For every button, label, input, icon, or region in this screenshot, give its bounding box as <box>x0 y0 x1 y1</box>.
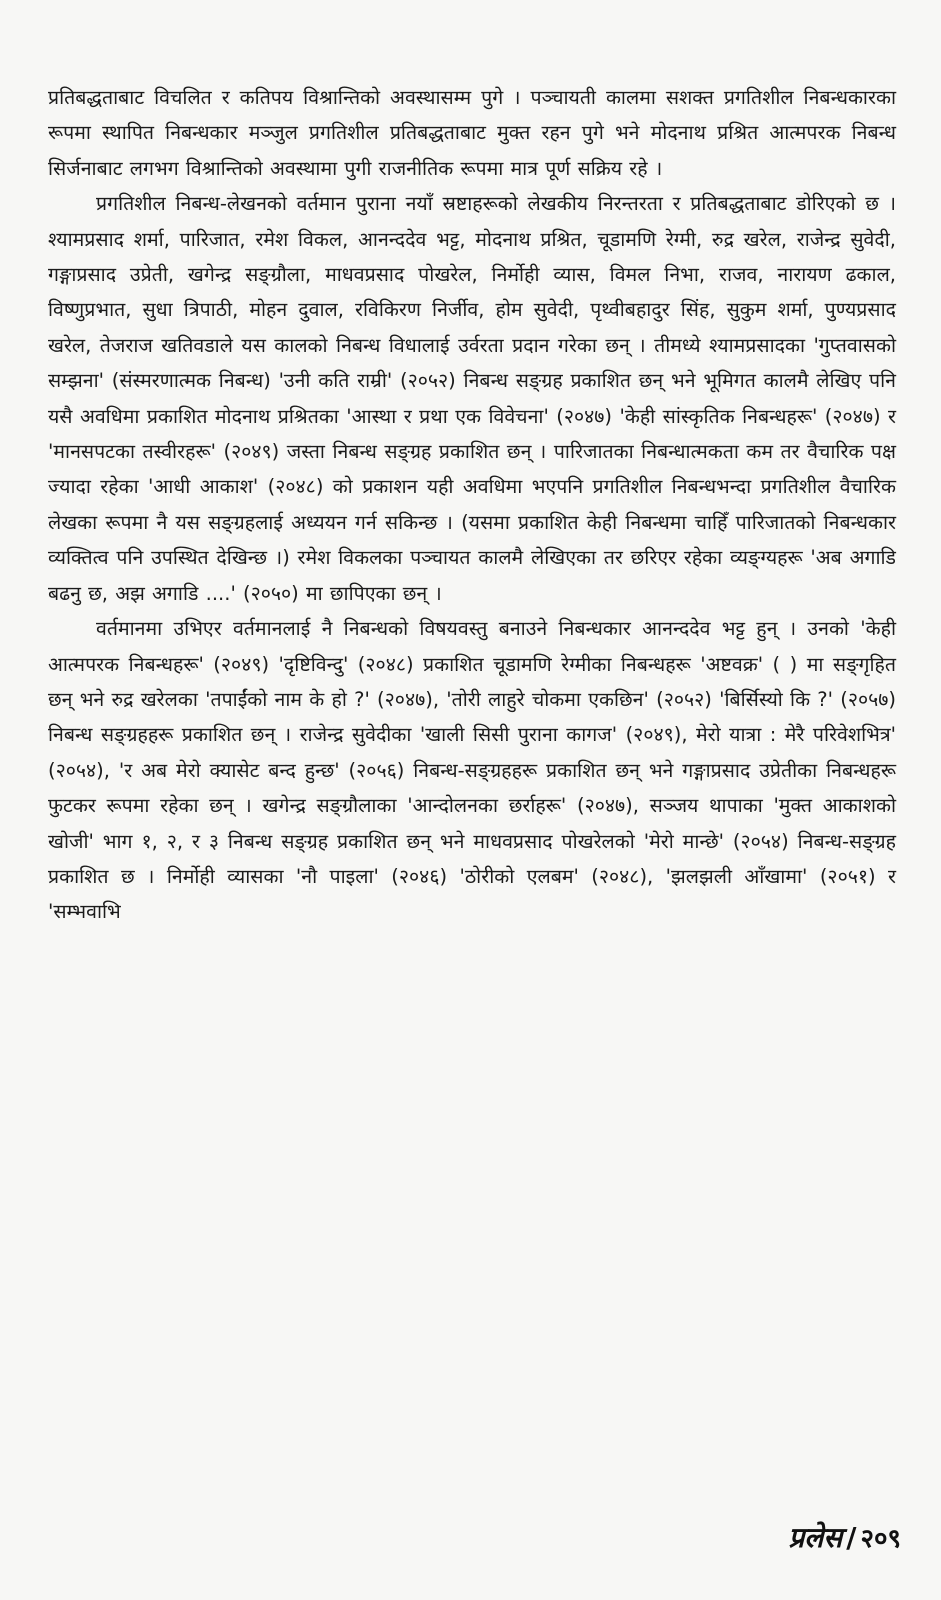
paragraph-1: प्रतिबद्धताबाट विचलित र कतिपय विश्रान्तिको अवस्थासम्म पुगे । पञ्चायती कालमा सशक्त प्रगतिशील निबन्धकारका रूपमा स्थापित निबन्धकार मञ्जुल प्रगतिशील प्रतिबद्धताबाट मुक्त रहन पुगे भने मोदनाथ प्रश्रित आत्मपरक निबन्ध सिर्जनाबाट लगभग विश्रान्तिको अवस्थामा पुगी राजनीतिक रूपमा मात्र पूर्ण सक्रिय रहे । <box>48 86 896 180</box>
page-footer <box>788 1518 901 1556</box>
page-number: २०९ <box>860 1524 901 1554</box>
body-text <box>48 80 896 930</box>
footer-separator: / <box>846 1521 857 1554</box>
journal-name: प्रलेस <box>788 1521 843 1554</box>
paragraph-2: प्रगतिशील निबन्ध-लेखनको वर्तमान पुराना नयाँ स्रष्टाहरूको लेखकीय निरन्तरता र प्रतिबद्धताबाट डोरिएको छ । श्यामप्रसाद शर्मा, पारिजात, रमेश विकल, आनन्ददेव भट्ट, मोदनाथ प्रश्रित, चूडामणि रेग्मी, रुद्र खरेल, राजेन्द्र सुवेदी, गङ्गाप्रसाद उप्रेती, खगेन्द्र सङ्ग्रौला, माधवप्रसाद पोखरेल, निर्मोही व्यास, विमल निभा, राजव, नारायण ढकाल, विष्णुप्रभात, सुधा त्रिपाठी, मोहन दुवाल, रविकिरण निर्जीव, होम सुवेदी, पृथ्वीबहादुर सिंह, सुकुम शर्मा, पुण्यप्रसाद खरेल, तेजराज खतिवडाले यस कालको निबन्ध विधालाई उर्वरता प्रदान गरेका छन् । तीमध्ये श्यामप्रसादका 'गुप्तवासको सम्झना' (संस्मरणात्मक निबन्ध) 'उनी कति राम्री' (२०५२) निबन्ध सङ्ग्रह प्रकाशित छन् भने भूमिगत कालमै लेखिए पनि यसै अवधिमा प्रकाशित मोदनाथ प्रश्रितका 'आस्था र प्रथा एक विवेचना' (२०४७) 'केही सांस्कृतिक निबन्धहरू' (२०४७) र 'मानसपटका तस्वीरहरू' (२०४९) जस्ता निबन्ध सङ्ग्रह प्रकाशित छन् । पारिजातका निबन्धात्मकता कम तर वैचारिक पक्ष ज्यादा रहेका 'आधी आकाश' (२०४८) को प्रकाशन यही अवधिमा भएपनि प्रगतिशील निबन्धभन्दा प्रगतिशील वैचारिक लेखका रूपमा नै यस सङ्ग्रहलाई अध्ययन गर्न सकिन्छ । (यसमा प्रकाशित केही निबन्धमा चाहिँ पारिजातको निबन्धकार व्यक्तित्व पनि उपस्थित देखिन्छ ।) रमेश विकलका पञ्चायत कालमै लेखिएका तर छरिएर रहेका व्यङ्ग्यहरू 'अब अगाडि बढनु छ, अझ अगाडि ....' (२०५०) मा छापिएका छन् । <box>48 192 896 605</box>
paragraph-3: वर्तमानमा उभिएर वर्तमानलाई नै निबन्धको विषयवस्तु बनाउने निबन्धकार आनन्ददेव भट्ट हुन् । उनको 'केही आत्मपरक निबन्धहरू' (२०४९) 'दृष्टिविन्दु' (२०४८) प्रकाशित चूडामणि रेग्मीका निबन्धहरू 'अष्टवक्र' ( ) मा सङ्गृहित छन् भने रुद्र खरेलका 'तपाईंको नाम के हो ?' (२०४७), 'तोरी लाहुरे चोकमा एकछिन' (२०५२) 'बिर्सिस्यो कि ?' (२०५७) निबन्ध सङ्ग्रहहरू प्रकाशित छन् । राजेन्द्र सुवेदीका 'खाली सिसी पुराना कागज' (२०४९), मेरो यात्रा : मेरै परिवेशभित्र' (२०५४), 'र अब मेरो क्यासेट बन्द हुन्छ' (२०५६) निबन्ध-सङ्ग्रहहरू प्रकाशित छन् भने गङ्गाप्रसाद उप्रेतीका निबन्धहरू फुटकर रूपमा रहेका छन् । खगेन्द्र सङ्ग्रौलाका 'आन्दोलनका छर्राहरू' (२०४७), सञ्जय थापाका 'मुक्त आकाशको खोजी' भाग १, २, र ३ निबन्ध सङ्ग्रह प्रकाशित छन् भने माधवप्रसाद पोखरेलको 'मेरो मान्छे' (२०५४) निबन्ध-सङ्ग्रह प्रकाशित छ । निर्मोही व्यासका 'नौ पाइला' (२०४६) 'ठोरीको एलबम' (२०४८), 'झलझली आँखामा' (२०५१) र 'सम्भवाभि <box>48 617 896 924</box>
